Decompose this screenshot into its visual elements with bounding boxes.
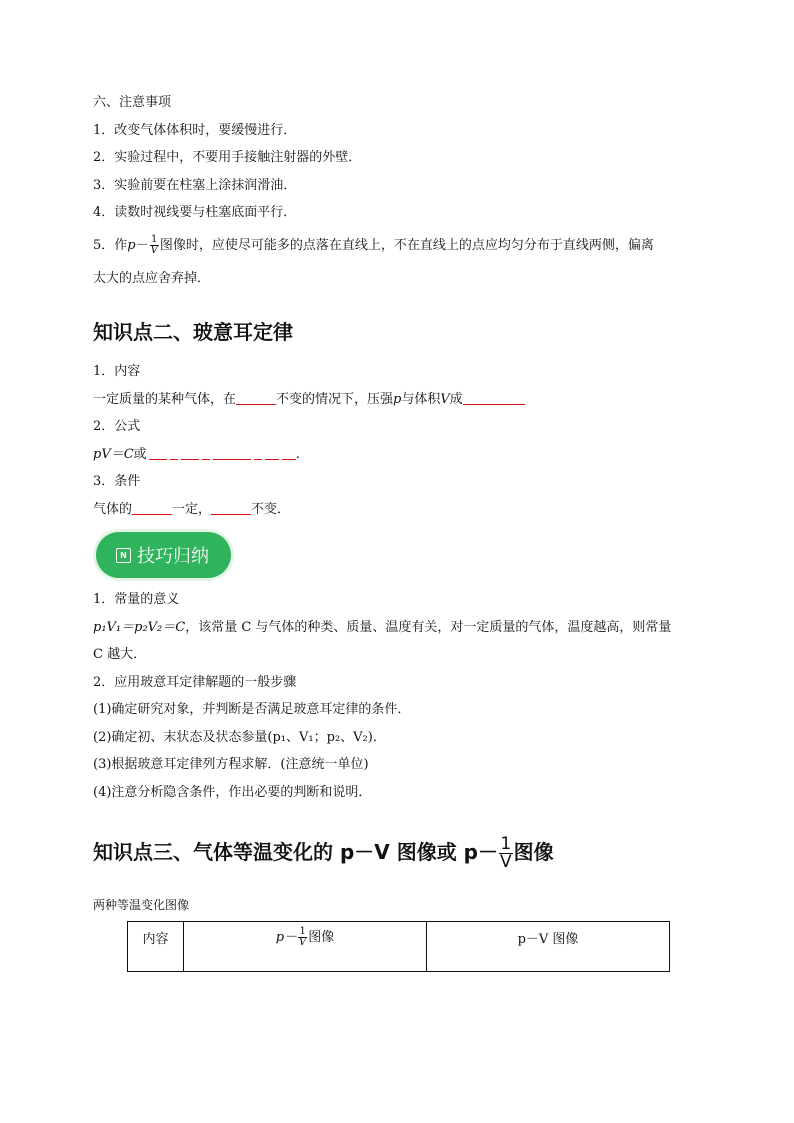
- tips-badge-wrap: [96, 532, 703, 578]
- note-icon: N: [116, 548, 131, 563]
- notes-item-2: 2．实验过程中，不要用手接触注射器的外壁．: [93, 150, 362, 165]
- notes-item-1: 1．改变气体体积时，要缓慢进行．: [93, 122, 297, 138]
- title-fraction: $\frac{1}{V}$: [500, 834, 512, 872]
- table-header-content: 内容: [128, 921, 184, 971]
- condition-text: 气体的 一定， 不变．: [93, 496, 703, 524]
- fill-blank[interactable]: [463, 389, 525, 405]
- content-text: 一定质量的某种气体，在 不变的情况下，压强p与体积V成: [93, 386, 703, 414]
- step-3: (3)根据玻意耳定律列方程求解．(注意统一单位): [93, 757, 369, 772]
- document-page: [93, 88, 703, 972]
- steps-label: 2．应用玻意耳定律解题的一般步骤: [93, 674, 297, 690]
- fill-blank[interactable]: [254, 444, 262, 460]
- section-title-boyle: 知识点二、玻意耳定律: [93, 320, 293, 344]
- section-title-graphs: 知识点三、气体等温变化的 p－V 图像或 p－ $\frac{1}{V}$ 图像: [93, 834, 554, 872]
- condition-label: 3．条件: [93, 474, 141, 489]
- table-header-p-v: p－V 图像: [427, 921, 670, 971]
- table-header-p-inverse-v: p－ $\frac{1}{V}$ 图像: [184, 921, 427, 971]
- step-2: (2)确定初、末状态及状态参量(p₁、V₁；p₂、V₂)．: [93, 729, 386, 745]
- graphs-subheading: 两种等温变化图像: [93, 898, 190, 912]
- notes-item-5-cont: 太大的点应舍弃掉．: [93, 270, 211, 286]
- fill-blank[interactable]: [132, 499, 172, 515]
- formula-text: pV＝C或 .: [93, 441, 703, 469]
- notes-item-5: 5．作p－ $\frac{1}{V}$ 图像时，应使尽可能多的点落在直线上，不在直线上的点应均匀分布于直线两侧，偏离: [93, 233, 654, 256]
- fill-blank[interactable]: [202, 444, 210, 460]
- meaning-text: p₁V₁＝p₂V₂＝C，该常量 C 与气体的种类、质量、温度有关，对一定质量的气体，温度越高，则常量: [93, 619, 672, 635]
- fill-blank[interactable]: [170, 444, 178, 460]
- fill-blank[interactable]: [236, 389, 276, 405]
- meaning-label: 1．常量的意义: [93, 592, 180, 607]
- notes-heading: 六、注意事项: [93, 95, 172, 110]
- fraction-one-over-v: $\frac{1}{V}$: [150, 233, 158, 256]
- formula-label: 2．公式: [93, 419, 141, 434]
- step-1: (1)确定研究对象，并判断是否满足玻意耳定律的条件．: [93, 702, 411, 717]
- fill-blank[interactable]: [181, 444, 199, 460]
- meaning-text-cont: C 越大．: [93, 647, 147, 662]
- tips-badge: N 技巧归纳: [96, 532, 231, 578]
- fill-blank[interactable]: [149, 444, 167, 460]
- content-label: 1．内容: [93, 364, 141, 379]
- fill-blank[interactable]: [213, 444, 251, 460]
- notes-item-3: 3．实验前要在柱塞上涂抹润滑油．: [93, 177, 297, 193]
- fill-blank[interactable]: [282, 444, 296, 460]
- step-4: (4)注意分析隐含条件，作出必要的判断和说明．: [93, 784, 372, 800]
- table-row: [128, 921, 670, 971]
- notes-item-4: 4．读数时视线要与柱塞底面平行．: [93, 205, 297, 220]
- fill-blank[interactable]: [265, 444, 279, 460]
- fill-blank[interactable]: [211, 499, 251, 515]
- comparison-table: [127, 921, 670, 972]
